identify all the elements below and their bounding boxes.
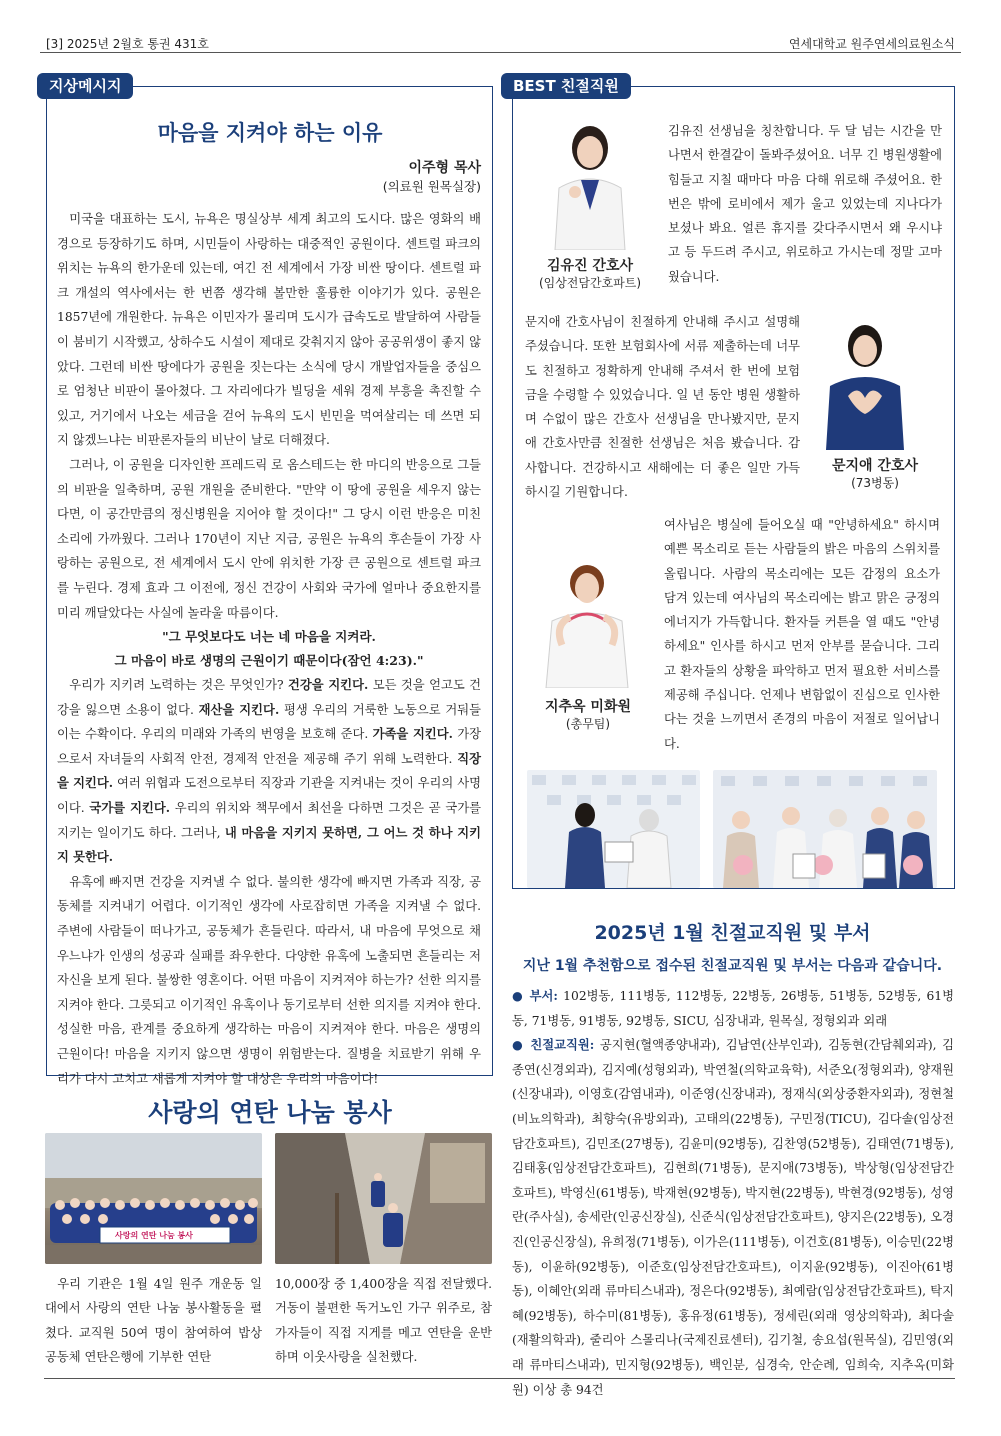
dept-list: ● 부서: 102병동, 111병동, 112병동, 22병동, 26병동, 51병동, 52병동, 61병동, 71병동, 91병동, 92병동, SICU, 심장내과, 원목실, 정형외과 외래	[512, 988, 954, 1028]
staff-dept: (73병동)	[851, 476, 899, 490]
sermon-paragraph: 미국을 대표하는 도시, 뉴욕은 명실상부 세계 최고의 도시다. 많은 영화의 배경으로 등장하기도 하며, 시민들이 사랑하는 대중적인 공원이다. 센트럴 파크의 위치는 뉴욕의 한가운데 있는데, 여긴 전 세계에서 가장 비싼 땅이다. 센트럴 파크 개설의 역사에서는 한 번쯤 생각해 볼만한 훌륭한 이야기가 있다. 공원은 1857년에 개원한다. 뉴욕은 이민자가 몰리며 도시가 급속도로 발달하여 사람들이 붐비기 시작했고, 상하수도 시설이 제대로 갖춰지지 않아 공공위생이 좋지 않았다. 그런데 비싼 땅에다가 공원을 짓는다는 소식에 당시 개발업자들을 중심으로 엄청난 비판이 몰아쳤다. 그 자리에다가 빌딩을 세워 경제 부흥을 촉진할 수 있고, 거기에서 나오는 세금을 걷어 뉴욕의 도시 빈민을 먹여살리는 데 쓰면 되지 않겠느냐는 비판론자들의 비난이 날로 더해졌다.	[57, 212, 481, 448]
staff-praise: 문지애 간호사님이 친절하게 안내해 주시고 설명해 주셨습니다. 또한 보험회사에 서류 제출하는데 너무도 친절하고 정확하게 안내해 주셔서 한 번에 보험금을 수령할 수 있었습니다. 일 년 동안 병원 생활하며 수없이 많은 간호사 선생님을 만나봤지만, 문지애 간호사만큼 친절한 선생님은 처음 봤습니다. 감사합니다. 건강하시고 새해에는 더 좋은 일만 가득하시길 기원합니다.	[525, 315, 800, 500]
volunteer-title: 사랑의 연탄 나눔 봉사	[148, 1098, 392, 1127]
staff-portrait	[545, 118, 635, 250]
staff-label: ● 친절교직원:	[512, 1037, 595, 1053]
kindness-list	[512, 984, 954, 1402]
award-photo-group	[713, 770, 937, 888]
staff-photo-moon	[818, 318, 913, 450]
staff-praise: 여사님은 병실에 들어오실 때 "안녕하세요" 하시며 예쁜 목소리로 듣는 사람들의 밝은 마음의 스위치를 올립니다. 사람의 목소리에는 모든 감정의 요소가 담겨 있는데 여사님의 목소리에는 밝고 맑은 긍정의 에너지가 가득합니다. 환자들 커튼을 열 때도 "안녕하세요" 인사를 하시고 먼저 안부를 묻습니다. 그리고 환자들의 상황을 파악하고 먼저 필요한 서비스를 제공해 주십니다. 언제나 변함없이 진심으로 인사한다는 것을 느끼면서 존경의 마음이 저절로 일어납니다.	[664, 518, 940, 751]
staff-dept: (총무팀)	[565, 717, 611, 731]
scripture-quote	[57, 625, 481, 673]
award-photo-handshake	[527, 770, 700, 888]
dept-label: ● 부서:	[512, 988, 558, 1003]
staff-praise: 김유진 선생님을 칭찬합니다. 두 달 넘는 시간을 만나면서 한결같이 돌봐주셨어요. 너무 긴 병원생활에 힘들고 지칠 때마다 마음 다해 위로해 주셨어요. 한번은 밖에 로비에서 제가 울고 있었는데 지나다가 보셨나 봐요. 얼른 휴지를 갖다주시면서 왜 우시냐고 등 두드려 주시고, 위로하고 가시는데 정말 고마웠습니다.	[668, 124, 942, 284]
volunteer-group-photo	[45, 1133, 262, 1264]
staff-name: 문지애 간호사	[831, 458, 919, 474]
sermon-title: 마음을 지켜야 하는 이유	[157, 121, 383, 145]
staff-photo-ji	[540, 555, 635, 688]
alley-photo-art	[275, 1133, 492, 1264]
sermon-paragraph: 그러나, 이 공원을 디자인한 프레드릭 로 옴스테드는 한 마디의 반응으로 그들의 비판을 일축하며, 공원 개원을 준비한다. "만약 이 땅에 공원을 세우지 않는다면, 이 공간만큼의 정신병원을 지어야 할 것이다!" 그 당시 이런 반응은 미친 소리에 가까웠다. 그러나 170년이 지난 지금, 공원은 뉴욕의 후손들이 가장 사랑하는 공원으로, 전 세계에서 도시 안에 위치한 가장 큰 공원으로 센트럴 파크를 누린다. 경제 효과 그 이전에, 정신 건강이 사회와 국가에 얼마나 중요한지를 미리 깨달았다는 사실에 놀라울 따름이다.	[57, 457, 481, 620]
kindness-title: 2025년 1월 친절교직원 및 부서	[594, 922, 871, 944]
staff-photo-kim	[545, 118, 635, 250]
quote-line: "그 무엇보다도 너는 네 마음을 지켜라.	[162, 629, 376, 645]
volunteer-banner-text: 사랑의 연탄 나눔 봉사	[115, 1231, 193, 1240]
staff-dept: (임상전담간호파트)	[538, 276, 642, 290]
volunteer-text-col2: 10,000장 중 1,400장을 직접 전달했다. 거동이 불편한 독거노인 가구 위주로, 참가자들이 직접 지게를 메고 연탄을 운반하며 이웃사랑을 실천했다.	[275, 1277, 492, 1364]
sermon-paragraph: 우리가 지키려 노력하는 것은 무엇인가? 건강을 지킨다. 모든 것을 얻고도 건강을 잃으면 소용이 없다. 재산을 지킨다. 평생 우리의 거룩한 노동으로 거둬들이는 수확이다. 우리의 미래와 가족의 번영을 보호해 준다. 가족을 지킨다. 가장으로서 자녀들의 사회적 안전, 경제적 안전을 제공해 주기 위해 노력한다. 직장을 지킨다. 여러 위협과 도전으로부터 직장과 기관을 지켜내는 것이 우리의 사명이다. 국가를 지킨다. 우리의 위치와 책무에서 최선을 다하면 그것은 곧 국가를 지키는 일이기도 하다. 그러나, 내 마음을 지키지 못하면, 그 어느 것 하나 지키지 못한다.	[57, 677, 482, 865]
sermon-author-role: (의료원 원목실장)	[382, 179, 481, 194]
sermon-tag: 지상메시지	[37, 73, 133, 99]
award-photo-art	[527, 770, 700, 888]
staff-portrait	[818, 318, 913, 450]
staff-name: 지추옥 미화원	[544, 699, 632, 715]
issue-info: [3] 2025년 2월호 통권 431호	[46, 37, 209, 51]
sermon-paragraph: 유혹에 빠지면 건강을 지켜낼 수 없다. 불의한 생각에 빠지면 가족과 직장, 공동체를 지켜내기 어렵다. 이기적인 생각에 사로잡히면 가족을 지켜낼 수 없다. 주변에 사람들이 떠나가고, 공동체가 흔들린다. 따라서, 내 마음에 무엇으로 채우느냐가 인생의 성공과 실패를 좌우한다. 다양한 유혹에 노출되면 흔들리는 저 자신을 보게 된다. 불쌍한 영혼이다. 어떤 마음이 지켜져야 하는가? 선한 의지를 지켜야 한다. 그릇되고 이기적인 유혹이나 동기로부터 선한 의지를 지켜야 한다. 성실한 마음, 관계를 중요하게 생각하는 마음이 지켜져야 한다. 마음은 생명의 근원이다! 마음을 지키지 않으면 생명이 위험받는다. 질병을 치료받기 위해 우리가 다시 고치고 새롭게 지켜야 할 대상은 우리의 마음이다!	[57, 874, 481, 1086]
award-photo-art	[713, 770, 937, 888]
group-photo-art	[45, 1133, 262, 1264]
staff-portrait	[540, 555, 635, 688]
best-staff-tag: BEST 친절직원	[501, 73, 631, 99]
staff-name: 김유진 간호사	[546, 258, 634, 274]
sermon-author: 이주형 목사	[408, 160, 481, 176]
sermon-body	[57, 207, 481, 1091]
header-divider	[40, 52, 961, 53]
kindness-subtitle: 지난 1월 추천함으로 접수된 친절교직원 및 부서는 다음과 같습니다.	[522, 958, 943, 974]
publisher-name: 연세대학교 원주연세의료원소식	[788, 37, 955, 51]
quote-line: 그 마음이 바로 생명의 근원이기 때문이다(잠언 4:23)."	[114, 653, 424, 669]
footer-divider	[44, 1378, 955, 1379]
volunteer-alley-photo	[275, 1133, 492, 1264]
volunteer-text-col1: 우리 기관은 1월 4일 원주 개운동 일대에서 사랑의 연탄 나눔 봉사활동을 펼쳤다. 교직원 50여 명이 참여하여 밥상공동체 연탄은행에 기부한 연탄	[45, 1277, 262, 1364]
staff-list: ● 친절교직원: 공지현(혈액종양내과), 김남연(산부인과), 김동현(간담췌외과), 김종연(신경외과), 김지예(성형외과), 박연철(의학교육학), 서준오(정형외과), 양재원(신장내과), 이영호(감염내과), 이준영(신장내과), 정재식(외상중환자외과), 정현철(비뇨의학과), 최향숙(유방외과), 고태의(22병동), 구민정(TICU), 김다솔(임상전담간호파트), 김민조(27병동), 김윤미(92병동), 김찬영(52병동), 김태연(71병동), 김태홍(임상전담간호파트), 김현희(71병동), 문지애(73병동), 박상형(임상전담간호파트), 박영신(61병동), 박재현(92병동), 박지현(22병동), 박현경(92병동), 성영란(주사실), 송세란(인공신장실), 신준식(임상전담간호파트), 양지은(22병동), 오경진(인공신장실), 유희정(71병동), 이가은(111병동), 이건호(81병동), 이승민(22병동), 이윤하(92병동), 이준호(임상전담간호파트), 이지윤(92병동), 이진아(61병동), 이혜안(외래 류마티스내과), 정은다(92병동), 최예람(임상전담간호파트), 탁지혜(92병동), 하수미(81병동), 홍유정(61병동), 정세린(외래 영상의학과), 최다솔(재활의학과), 줄리아 스몰리나(국제진료센터), 김기철, 송요섭(원목실), 김민영(외래 류마티스내과), 민지형(92병동), 백인분, 심경숙, 안순례, 임희숙, 지추옥(미화원) 이상 총 94건	[512, 1037, 954, 1397]
